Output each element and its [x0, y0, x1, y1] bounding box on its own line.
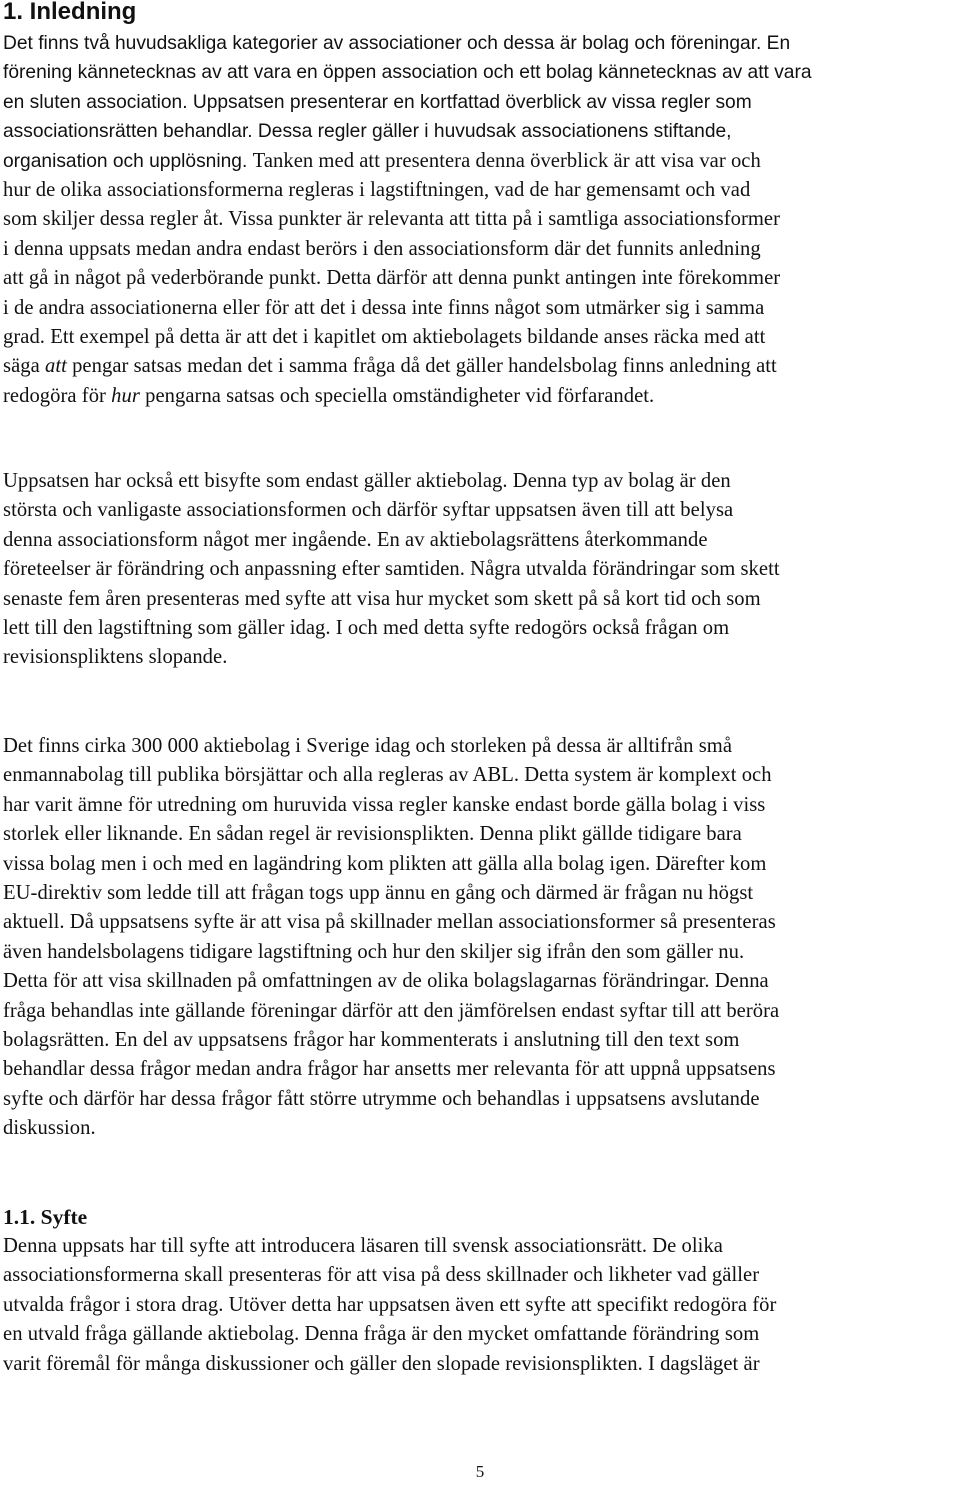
text-line: har varit ämne för utredning om huruvida vissa regler kanske endast borde gälla bolag i viss: [3, 793, 766, 816]
text-fragment: organisation och upplösning.: [3, 150, 253, 172]
text-line: varit föremål för många diskussioner och gäller den slopade revisionsplikten. I dagsläget är: [3, 1352, 760, 1375]
text-line: Det finns två huvudsakliga kategorier av associationer och dessa är bolag och föreningar. En: [3, 33, 791, 54]
emphasis-text: att: [45, 355, 67, 378]
paragraph-aktiebolag: [3, 732, 958, 1144]
text-line: lett till den lagstiftning som gäller idag. I och med detta syfte redogörs också frågan om: [3, 617, 730, 640]
text-line: företeelser är förändring och anpassning efter samtiden. Några utvalda förändringar som skett: [3, 558, 780, 581]
text-line: storlek eller liknande. En sådan regel är revisionsplikten. Denna plikt gällde tidigare bara: [3, 823, 742, 846]
text-fragment: Tanken med att presentera denna överblick är att visa var och: [252, 149, 761, 172]
text-line: förening kännetecknas av att vara en öppen association och ett bolag kännetecknas av att vara: [3, 62, 812, 84]
text-line: Detta för att visa skillnaden på omfattningen av de olika bolagslagarnas förändringar. Denna: [3, 970, 769, 993]
text-line: Det finns cirka 300 000 aktiebolag i Sverige idag och storleken på dessa är alltifrån små: [3, 735, 733, 757]
text-line: vissa bolag men i och med en lagändring kom plikten att gälla alla bolag igen. Därefter kom: [3, 852, 767, 875]
text-line: i denna uppsats medan andra endast berörs i den associationsform där det funnits anledning: [3, 237, 761, 260]
paragraph-syfte: [3, 1232, 958, 1379]
paragraph-bisyfte: [3, 467, 958, 673]
text-line: i de andra associationerna eller för att det i dessa inte finns något som utmärker sig i samma: [3, 296, 765, 319]
text-line: denna associationsform något mer ingående. En av aktiebolagsrättens återkommande: [3, 528, 708, 551]
text-line: som skiljer dessa regler åt. Vissa punkter är relevanta att titta på i samtliga associationsformer: [3, 208, 781, 231]
text-line: utvalda frågor i stora drag. Utöver detta har uppsatsen även ett syfte att specifikt redogöra för: [3, 1293, 777, 1316]
text-line: Denna uppsats har till syfte att introducera läsaren till svensk associationsrätt. De olika: [3, 1235, 723, 1257]
text-line: att gå in något på vederbörande punkt. Detta därför att denna punkt antingen inte förekommer: [3, 267, 781, 290]
text-line: grad. Ett exempel på detta är att det i kapitlet om aktiebolagets bildande anses räcka med att: [3, 326, 766, 349]
paragraph-intro: [3, 29, 958, 411]
section-heading: 1. Inledning: [3, 0, 137, 25]
text-line: Uppsatsen har också ett bisyfte som endast gäller aktiebolag. Denna typ av bolag är den: [3, 470, 731, 492]
text-line: en utvald fråga gällande aktiebolag. Denna fråga är den mycket omfattande förändring som: [3, 1323, 760, 1346]
text-fragment: pengar satsas medan det i samma fråga då det gäller handelsbolag finns anledning att: [66, 355, 777, 378]
text-line: EU-direktiv som ledde till att frågan togs upp ännu en gång och därmed är frågan nu högst: [3, 882, 754, 905]
text-line: [3, 147, 958, 176]
text-line: en sluten association. Uppsatsen presenterar en kortfattad överblick av vissa regler som: [3, 91, 752, 113]
text-line: fråga behandlas inte gällande föreningar därför att den jämförelsen endast syftar till att beröra: [3, 999, 780, 1022]
text-line: även handelsbolagens tidigare lagstiftning och hur den skiljer sig ifrån den som gäller nu.: [3, 940, 745, 963]
text-line: associationsrätten behandlar. Dessa regler gäller i huvudsak associationens stiftande,: [3, 121, 732, 143]
text-fragment: redogöra för: [3, 384, 112, 407]
subsection-heading: 1.1. Syfte: [3, 1205, 88, 1229]
text-line: behandlar dessa frågor medan andra frågor har ansetts mer relevanta för att uppnå uppsatsens: [3, 1058, 776, 1081]
text-fragment: säga: [3, 355, 45, 378]
text-line: revisionspliktens slopande.: [3, 646, 228, 669]
text-line: [3, 352, 958, 381]
text-fragment: pengarna satsas och speciella omständigheter vid förfarandet.: [139, 384, 655, 407]
emphasis-text: hur: [111, 384, 140, 407]
text-line: [3, 382, 958, 411]
text-line: enmannabolag till publika börsjättar och alla regleras av ABL. Detta system är komplext och: [3, 764, 772, 787]
text-line: hur de olika associationsformerna regleras i lagstiftningen, vad de har gemensamt och vad: [3, 179, 751, 202]
text-line: syfte och därför har dessa frågor fått större utrymme och behandlas i uppsatsens avslutande: [3, 1087, 760, 1110]
text-line: associationsformerna skall presenteras för att visa på dess skillnader och likheter vad gäller: [3, 1264, 760, 1287]
text-line: senaste fem åren presenteras med syfte att visa hur mycket som skett på så kort tid och som: [3, 587, 761, 610]
page-number: 5: [475, 1462, 485, 1481]
text-line: största och vanligaste associationsformen och därför syftar uppsatsen även till att belysa: [3, 499, 734, 522]
text-line: bolagsrätten. En del av uppsatsens frågor har kommenterats i anslutning till den text som: [3, 1029, 740, 1052]
text-line: aktuell. Då uppsatsens syfte är att visa på skillnader mellan associationsformer så presenteras: [3, 911, 776, 934]
text-line: diskussion.: [3, 1117, 96, 1140]
